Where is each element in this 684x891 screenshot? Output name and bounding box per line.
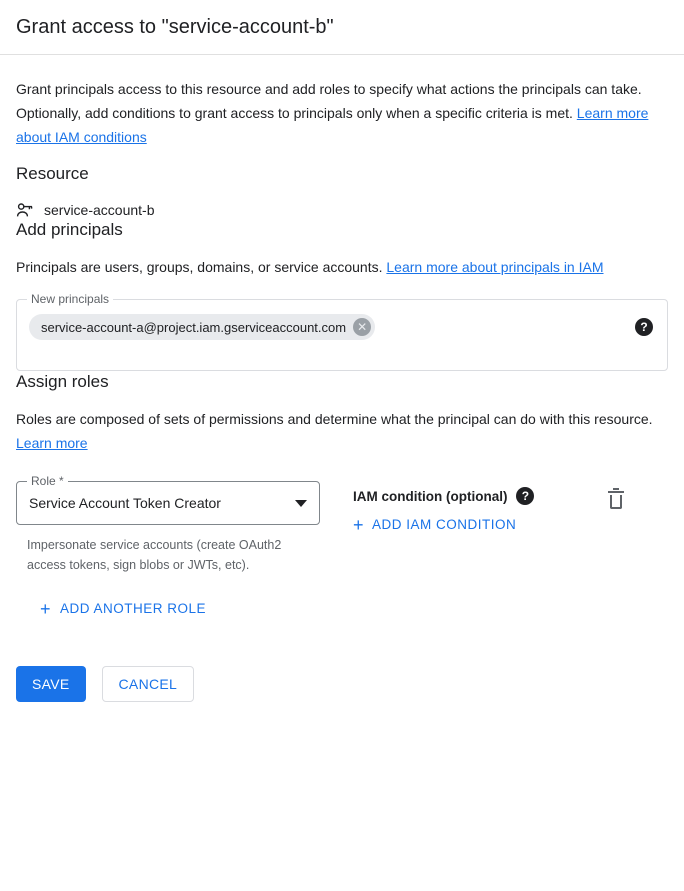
- add-iam-condition-button[interactable]: [353, 514, 517, 535]
- chevron-down-icon[interactable]: [295, 500, 307, 507]
- assign-roles-description: [16, 407, 656, 455]
- intro-text-content: Grant principals access to this resource and add roles to specify what actions the principals can take. Optionally, add conditions to grant access to principals only when a specific criteria is met.: [16, 81, 642, 121]
- iam-condition-label: IAM condition (optional): [353, 488, 508, 504]
- learn-more-iam-conditions-link[interactable]: Learn more about IAM conditions: [16, 105, 649, 145]
- role-select-label: Role *: [27, 474, 68, 488]
- intro-text: [16, 77, 656, 149]
- help-icon[interactable]: ?: [635, 318, 653, 336]
- iam-condition-title-row: [353, 487, 603, 505]
- close-icon[interactable]: ✕: [353, 318, 371, 336]
- resource-name: service-account-b: [44, 202, 155, 218]
- principals-description: [16, 255, 656, 279]
- principals-description-text: Principals are users, groups, domains, or service accounts.: [16, 259, 387, 275]
- delete-role-column: [608, 481, 668, 509]
- resource-row: [16, 201, 668, 219]
- trash-icon[interactable]: [608, 491, 624, 509]
- role-column: [16, 474, 320, 575]
- principal-chip-label: service-account-a@project.iam.gserviceaccount.com: [41, 319, 347, 335]
- cancel-button[interactable]: CANCEL: [102, 666, 195, 702]
- save-button[interactable]: SAVE: [16, 666, 86, 702]
- footer-actions: [16, 666, 668, 722]
- assign-roles-heading: Assign roles: [16, 372, 109, 391]
- plus-icon: +: [353, 514, 365, 535]
- role-description: Impersonate service accounts (create OAuth2 access tokens, sign blobs or JWTs, etc).: [27, 538, 282, 572]
- role-select-value: Service Account Token Creator: [29, 495, 221, 511]
- principal-chip[interactable]: [29, 314, 375, 340]
- add-another-role-button[interactable]: [40, 598, 207, 619]
- add-iam-condition-label: ADD IAM CONDITION: [372, 517, 517, 532]
- role-row: [16, 474, 668, 575]
- new-principals-field[interactable]: [16, 292, 668, 371]
- new-principals-label: New principals: [27, 292, 113, 306]
- panel-header: [0, 0, 684, 55]
- plus-icon: +: [40, 598, 52, 619]
- learn-more-roles-link[interactable]: Learn more: [16, 435, 88, 451]
- panel-body: [0, 77, 684, 722]
- add-another-role-label: ADD ANOTHER ROLE: [60, 601, 207, 616]
- learn-more-principals-link[interactable]: Learn more about principals in IAM: [386, 259, 604, 275]
- role-select[interactable]: [16, 474, 320, 525]
- service-account-icon: [16, 201, 34, 219]
- page-title: Grant access to "service-account-b": [16, 16, 334, 38]
- resource-heading: Resource: [16, 164, 89, 183]
- help-icon[interactable]: ?: [516, 487, 534, 505]
- assign-roles-description-text: Roles are composed of sets of permissions and determine what the principal can do with this resource.: [16, 411, 653, 427]
- add-principals-heading: Add principals: [16, 220, 123, 239]
- iam-condition-column: [353, 481, 603, 536]
